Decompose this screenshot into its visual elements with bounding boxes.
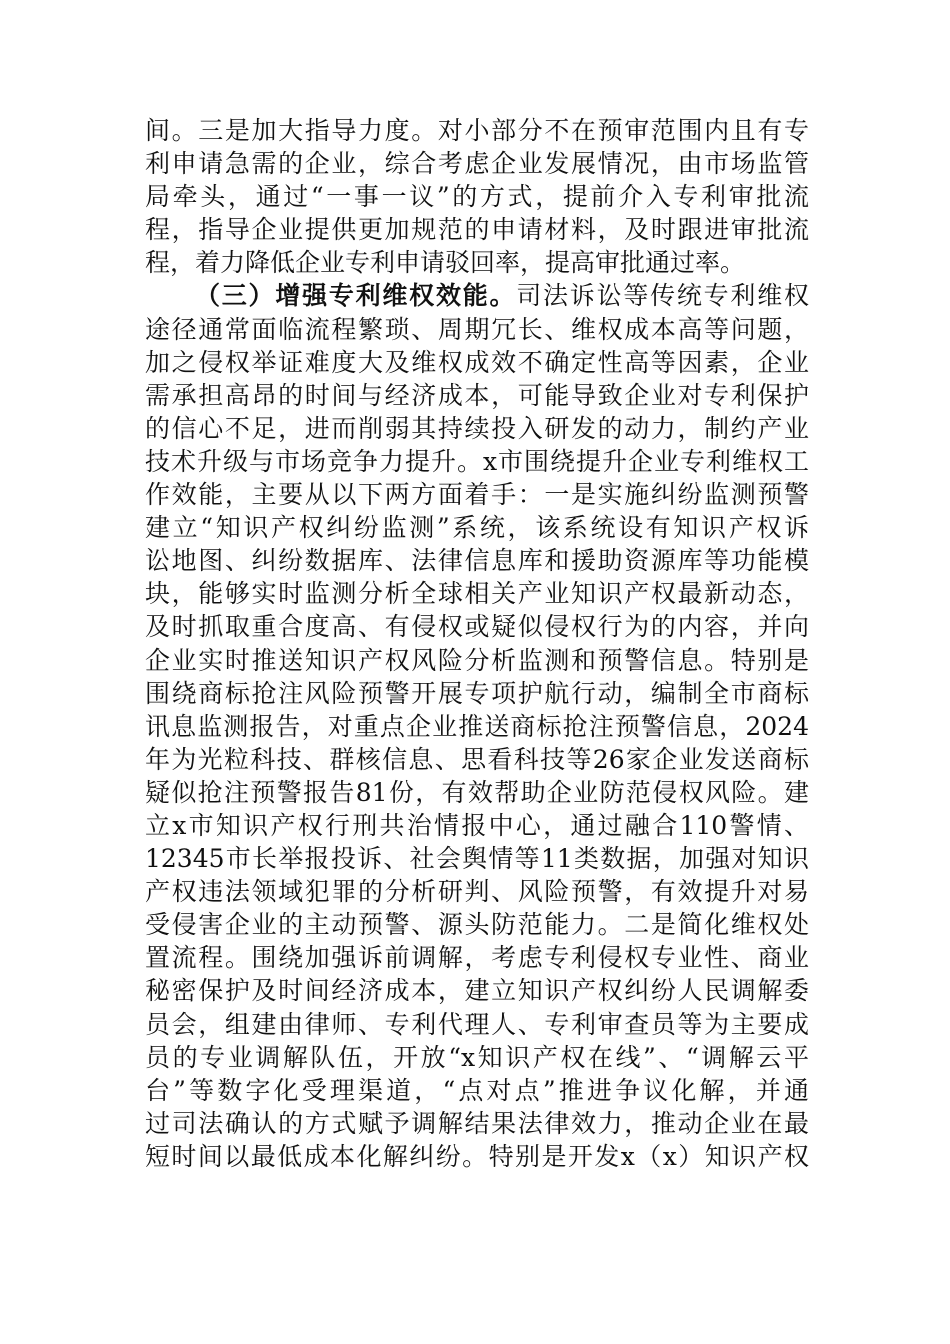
text-line: 年为光粒科技、群核信息、思看科技等26家企业发送商标 (145, 744, 809, 774)
text-line: 局牵头，通过“一事一议”的方式，提前介入专利审批流 (145, 182, 809, 212)
text-line: 员会，组建由律师、专利代理人、专利审查员等为主要成 (145, 1009, 809, 1039)
body-text (145, 114, 809, 1173)
heading-line-rest: 司法诉讼等传统专利维权 (516, 281, 809, 311)
text-line: 需承担高昂的时间与经济成本，可能导致企业对专利保护 (145, 380, 809, 410)
text-line: 程，指导企业提供更加规范的申请材料，及时跟进审批流 (145, 215, 809, 245)
text-line: 受侵害企业的主动预警、源头防范能力。二是简化维权处 (145, 910, 809, 940)
text-line: 立x市知识产权行刑共治情报中心，通过融合110警情、 (145, 810, 809, 840)
text-line: 建立“知识产权纠纷监测”系统，该系统设有知识产权诉 (145, 513, 809, 543)
text-line: 置流程。围绕加强诉前调解，考虑专利侵权专业性、商业 (145, 943, 809, 973)
text-line: 员的专业调解队伍，开放“x知识产权在线”、“调解云平 (145, 1042, 809, 1072)
text-line: 台”等数字化受理渠道，“点对点”推进争议化解，并通 (145, 1075, 809, 1105)
section-heading: （三）增强专利维权效能。 (195, 281, 517, 311)
text-line: 程，着力降低企业专利申请驳回率，提高审批通过率。 (145, 248, 746, 278)
text-line: 疑似抢注预警报告81份，有效帮助企业防范侵权风险。建 (145, 777, 809, 807)
text-line: 12345市长举报投诉、社会舆情等11类数据，加强对知识 (145, 844, 809, 874)
text-line: 利申请急需的企业，综合考虑企业发展情况，由市场监管 (145, 149, 809, 179)
text-line: 围绕商标抢注风险预警开展专项护航行动，编制全市商标 (145, 678, 809, 708)
paragraph-2 (145, 279, 809, 1173)
text-line: 技术升级与市场竞争力提升。x市围绕提升企业专利维权工 (145, 446, 809, 476)
text-line: 企业实时推送知识产权风险分析监测和预警信息。特别是 (145, 645, 809, 675)
text-line: 加之侵权举证难度大及维权成效不确定性高等因素，企业 (145, 347, 809, 377)
text-line: 途径通常面临流程繁琐、周期冗长、维权成本高等问题， (145, 314, 809, 344)
text-line: 讼地图、纠纷数据库、法律信息库和援助资源库等功能模 (145, 546, 809, 576)
text-line: 短时间以最低成本化解纠纷。特别是开发x（x）知识产权 (145, 1141, 809, 1171)
text-line: 块，能够实时监测分析全球相关产业知识产权最新动态， (145, 579, 809, 609)
text-line: 产权违法领域犯罪的分析研判、风险预警，有效提升对易 (145, 877, 809, 907)
text-line: 秘密保护及时间经济成本，建立知识产权纠纷人民调解委 (145, 976, 809, 1006)
text-line: 及时抓取重合度高、有侵权或疑似侵权行为的内容，并向 (145, 612, 809, 642)
text-line: 的信心不足，进而削弱其持续投入研发的动力，制约产业 (145, 413, 809, 443)
text-line: 过司法确认的方式赋予调解结果法律效力，推动企业在最 (145, 1108, 809, 1138)
text-line-first (145, 279, 809, 312)
text-line: 讯息监测报告，对重点企业推送商标抢注预警信息，2024 (145, 711, 809, 741)
text-line: 间。三是加大指导力度。对小部分不在预审范围内且有专 (145, 116, 809, 145)
paragraph-1 (145, 114, 809, 279)
text-line: 作效能，主要从以下两方面着手：一是实施纠纷监测预警 (145, 480, 809, 510)
